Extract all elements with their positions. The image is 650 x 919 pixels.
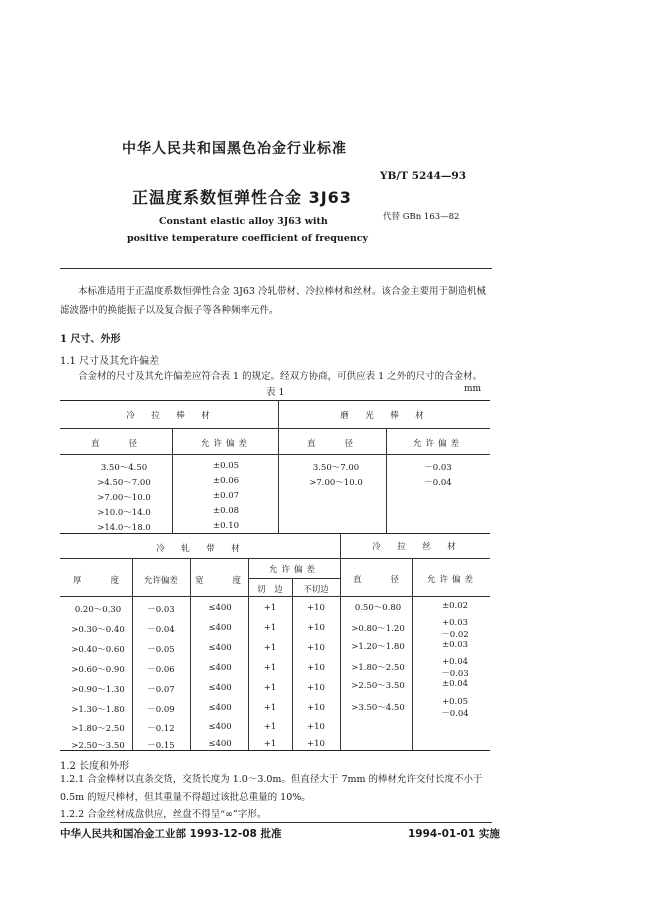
table-cell: +10: [307, 739, 325, 749]
section-1-1-text: 合金材的尺寸及其允许偏差应符合表 1 的规定。经双方协商，可供应表 1 之外的尺寸的合金材。: [78, 371, 483, 382]
table-cell: ≤400: [208, 643, 232, 653]
table-cell: +1: [263, 722, 277, 732]
table-cell: －0.03: [441, 669, 469, 679]
table-cell: +1: [263, 703, 277, 713]
header-divider: [60, 268, 492, 269]
table-cell: +10: [307, 683, 325, 693]
table-cell: ±0.10: [212, 521, 240, 531]
table-cell: +1: [263, 739, 277, 749]
table-divider: [132, 558, 133, 750]
table-cell: ≤400: [208, 663, 232, 673]
table-divider: [292, 578, 293, 750]
table-cell: >2.50～3.50: [351, 681, 405, 691]
table-divider: [278, 400, 279, 533]
section-1-2-1-line1: 1.2.1 合金棒材以直条交货，交货长度为 1.0～3.0m。但直径大于 7mm 的棒材允许交付长度不小于: [60, 774, 483, 785]
col-header-wire-diameter: 直 径: [352, 575, 404, 585]
table-cell: 0.50～0.80: [354, 603, 402, 613]
document-title-en-line1: Constant elastic alloy 3J63 with: [159, 216, 328, 227]
table-cell: ≤400: [208, 683, 232, 693]
table-top-border: [60, 400, 490, 401]
table-cell: －0.09: [147, 705, 175, 715]
table-cell: +10: [307, 623, 325, 633]
table-cell: －0.05: [147, 645, 175, 655]
table-cell: －0.04: [424, 478, 452, 488]
table-divider: [340, 533, 341, 750]
table-cell: >4.50～7.00: [97, 478, 151, 488]
table-divider: [190, 558, 191, 750]
table-cell: >2.50～3.50: [71, 741, 125, 751]
table-line: [248, 578, 340, 579]
col-header-width: 宽 度: [194, 576, 246, 586]
table-cell: ±0.02: [441, 601, 469, 611]
table-cell: －0.12: [147, 724, 175, 734]
table-cell: 0.20～0.30: [74, 605, 122, 615]
table-cell: +0.05: [441, 697, 469, 707]
table-caption: 表 1: [266, 387, 285, 398]
table-cell: ≤400: [208, 722, 232, 732]
table-line: [340, 558, 490, 559]
table-cell: >0.80～1.20: [351, 624, 405, 634]
table-cell: ±0.03: [441, 640, 469, 650]
table-cell: ±0.08: [212, 506, 240, 516]
col-header-cut-edge: 切 边: [257, 585, 283, 595]
table-cell: >1.80～2.50: [71, 724, 125, 734]
table-cell: ≤400: [208, 739, 232, 749]
table-divider: [412, 558, 413, 750]
table-cell: >1.20～1.80: [351, 642, 405, 652]
footer-divider: [60, 822, 492, 823]
table-line: [60, 454, 490, 455]
table-cell: +1: [263, 603, 277, 613]
section-1-2-heading: 1.2 长度和外形: [60, 761, 130, 772]
table-cell: +10: [307, 663, 325, 673]
scope-paragraph-line1: 本标准适用于正温度系数恒弹性合金 3J63 冷轧带材、冷拉棒材和丝材。该合金主要用于制造机械: [78, 286, 486, 297]
replaces-note: 代替 GBn 163—82: [383, 212, 460, 222]
table-divider: [386, 428, 387, 533]
table-cell: －0.03: [424, 463, 452, 473]
table-divider: [172, 428, 173, 533]
table-cell: +1: [263, 623, 277, 633]
table-cell: ≤400: [208, 703, 232, 713]
col-header-ground-tolerance: 允许偏差: [412, 439, 464, 449]
col-header-thickness: 厚 度: [72, 576, 124, 586]
table-cell: ≤400: [208, 603, 232, 613]
effective-date: 1994-01-01 实施: [408, 828, 500, 840]
table-cell: －0.04: [147, 625, 175, 635]
table-cell: >14.0～18.0: [97, 523, 151, 533]
table-cell: >0.40～0.60: [71, 645, 125, 655]
table-cell: －0.04: [441, 709, 469, 719]
scope-paragraph-line2: 滤波器中的换能振子以及复合振子等各种频率元件。: [60, 305, 279, 316]
approval-note: 中华人民共和国冶金工业部 1993-12-08 批准: [60, 828, 282, 840]
col-header-bar-diameter: 直 径: [90, 439, 142, 449]
section-1-2-1-line2: 0.5m 的短尺棒材，但其重量不得超过该批总重量的 10%。: [60, 792, 311, 803]
table-cell: >7.00～10.0: [97, 493, 151, 503]
col-header-thickness-tolerance: 允许偏差: [143, 576, 179, 586]
table-cell: 3.50～7.00: [312, 463, 360, 473]
table-cell: +0.03: [441, 618, 469, 628]
table-cell: >7.00～10.0: [309, 478, 363, 488]
col-header-uncut-edge: 不切边: [303, 585, 329, 595]
table-cell: >10.0～14.0: [97, 508, 151, 518]
table-cell: ±0.05: [212, 461, 240, 471]
table-cell: >0.60～0.90: [71, 665, 125, 675]
table-cell: >0.30～0.40: [71, 625, 125, 635]
standard-organization: 中华人民共和国黑色冶金行业标准: [122, 141, 347, 157]
table-cell: +10: [307, 722, 325, 732]
table-cell: ±0.04: [441, 679, 469, 689]
table-cell: +0.04: [441, 657, 469, 667]
table-line: [60, 428, 490, 429]
table-cell: －0.07: [147, 685, 175, 695]
table-cell: +1: [263, 683, 277, 693]
table-cell: >0.90～1.30: [71, 685, 125, 695]
header-ground-bar: 磨 光 棒 材: [340, 411, 428, 421]
table-cell: +10: [307, 603, 325, 613]
table-cell: ≤400: [208, 623, 232, 633]
col-header-wire-tolerance: 允许偏差: [426, 575, 478, 585]
document-title-en-line2: positive temperature coefficient of frequency: [127, 233, 369, 244]
section-1-2-2: 1.2.2 合金丝材成盘供应，丝盘不得呈“∞”字形。: [60, 809, 267, 820]
section-1-1-heading: 1.1 尺寸及其允许偏差: [60, 356, 160, 367]
table-cell: >1.80～2.50: [351, 663, 405, 673]
header-cold-rolled-strip: 冷 轧 带 材: [156, 544, 244, 554]
table-cell: +10: [307, 703, 325, 713]
col-header-bar-tolerance: 允许偏差: [200, 439, 252, 449]
table-line: [60, 558, 340, 559]
table-cell: －0.15: [147, 741, 175, 751]
header-cold-drawn-wire: 冷 拉 丝 材: [372, 542, 460, 552]
header-cold-drawn-bar: 冷 拉 棒 材: [126, 411, 214, 421]
table-cell: >3.50～4.50: [351, 703, 405, 713]
section-1-heading: 1 尺寸、外形: [60, 334, 121, 345]
table-cell: +10: [307, 643, 325, 653]
col-header-ground-diameter: 直 径: [306, 439, 358, 449]
table-line: [60, 596, 490, 597]
table-divider: [248, 558, 249, 750]
table-mid-border: [60, 533, 490, 534]
table-cell: －0.03: [147, 605, 175, 615]
table-cell: >1.30～1.80: [71, 705, 125, 715]
table-cell: －0.02: [441, 630, 469, 640]
col-header-width-tolerance: 允许偏差: [268, 565, 320, 575]
document-title-cn: 正温度系数恒弹性合金 3J63: [132, 188, 352, 207]
table-cell: 3.50～4.50: [100, 463, 148, 473]
table-cell: +1: [263, 663, 277, 673]
table-cell: +1: [263, 643, 277, 653]
table-unit: mm: [464, 384, 482, 394]
table-cell: ±0.07: [212, 491, 240, 501]
table-cell: ±0.06: [212, 476, 240, 486]
table-cell: －0.06: [147, 665, 175, 675]
standard-code: YB/T 5244—93: [380, 170, 467, 182]
